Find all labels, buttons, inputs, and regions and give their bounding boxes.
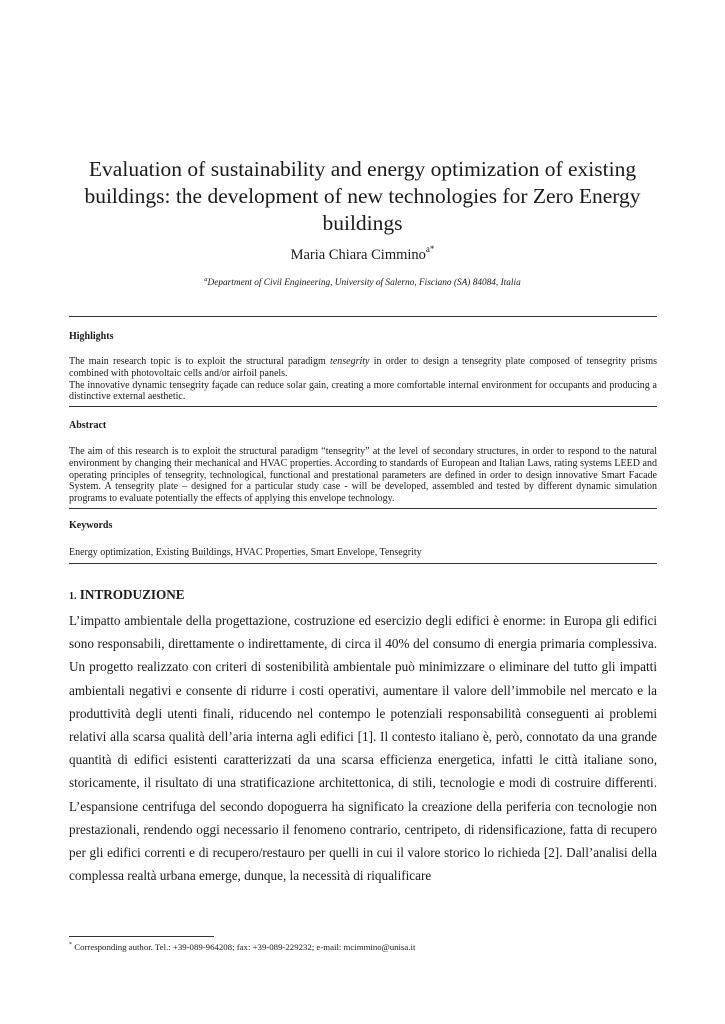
keywords-text: Energy optimization, Existing Buildings, HVAC Properties, Smart Envelope, Tensegrity — [69, 547, 422, 558]
abstract-text: The aim of this research is to exploit the structural paradigm “tensegrity” at the level of secondary structures, in order to respond to the natural environment by changing their mechanical and HVAC properties. According to standards of European and Italian Laws, rating systems LEED and operating principles of tensegrity, technological, functional and prestational parameters are defined in order to design innovative Smart Facade System. A tensegrity plate – designed for a particular study case - will be developed, assembled and tested by different dynamic simulation programs to evaluate potentially the effects of applying this envelope technology. — [69, 446, 657, 505]
footnote — [69, 942, 415, 952]
footnote-marker: * — [69, 942, 72, 949]
author-superscript: a* — [425, 244, 435, 254]
highlights-p1-text: The main research topic is to exploit the structural paradigm — [69, 356, 331, 367]
highlights-heading: Highlights — [69, 331, 114, 342]
abstract-heading: Abstract — [69, 420, 107, 431]
section-1-number: 1. — [69, 591, 77, 602]
divider-keywords — [69, 563, 657, 564]
divider-abstract — [69, 508, 657, 509]
section-1-title: INTRODUZIONE — [79, 587, 185, 602]
section-1-heading — [69, 587, 185, 603]
affiliation — [60, 276, 665, 288]
keywords-heading: Keywords — [69, 520, 113, 531]
divider-top — [69, 316, 657, 317]
section-1-body: L’impatto ambientale della progettazione, costruzione ed esercizio degli edifici è enorme: in Europa gli edifici sono responsabili, direttamente o indirettamente, di circa il 40% del consumo di energia primaria complessiva. Un progetto realizzato con criteri di sostenibilità ambientale può minimizzare o eliminare del tutto gli impatti ambientali negativi e consente di ridurre i costi operativi, aumentare il valore dell’immobile nel mercato e la produttività degli utenti finali, riducendo nel contempo le potenziali responsabilità conseguenti ai problemi relativi alla scarsa qualità dell’aria interna agli edifici [1]. Il contesto italiano è, però, connotato da una grande quantità di edifici esistenti caratterizzati da una scarsa efficienza energetica, infatti le città italiane sono, storicamente, il risultato di una stratificazione architettonica, di stili, tecnologie e modi di costruire differenti. L’espansione centrifuga del secondo dopoguerra ha significato la creazione della periferia con tecnologie non prestazionali, rendendo oggi necessario il fenomeno contrario, centripeto, di ridensificazione, fatta di recupero per gli edifici correnti e di recupero/restauro per quelli in cui il valore storico lo richieda [2]. Dall’analisi della complessa realtà urbana emerge, dunque, la necessità di riqualificare — [69, 613, 657, 884]
highlights-body — [69, 356, 657, 403]
affiliation-text: Department of Civil Engineering, University of Salerno, Fisciano (SA) 84084, Italia — [207, 278, 521, 289]
highlights-paragraph-2: The innovative dynamic tensegrity façade can reduce solar gain, creating a more comfortable internal environment for occupants and producing a distinctive external aesthetic. — [69, 379, 657, 403]
author-name: Maria Chiara Cimmino — [290, 246, 426, 263]
highlights-paragraph-1 — [69, 356, 657, 380]
affiliation-superscript: a — [204, 276, 208, 283]
author — [60, 245, 665, 264]
divider-highlights — [69, 406, 657, 407]
highlights-p1-text-end: in order to design a tensegrity plate composed of tensegrity prisms combined with photovoltaic cells and/or airfoil panels. — [69, 356, 657, 379]
highlights-p1-italic: tensegrity — [330, 356, 370, 367]
footnote-divider — [69, 936, 214, 937]
footnote-text: Corresponding author. Tel.: +39-089-964208; fax: +39-089-229232; e-mail: mcimmino@unisa.it — [72, 942, 416, 952]
paper-title: Evaluation of sustainability and energy optimization of existing buildings: the development of new technologies for Zero Energy buildings — [84, 157, 641, 235]
